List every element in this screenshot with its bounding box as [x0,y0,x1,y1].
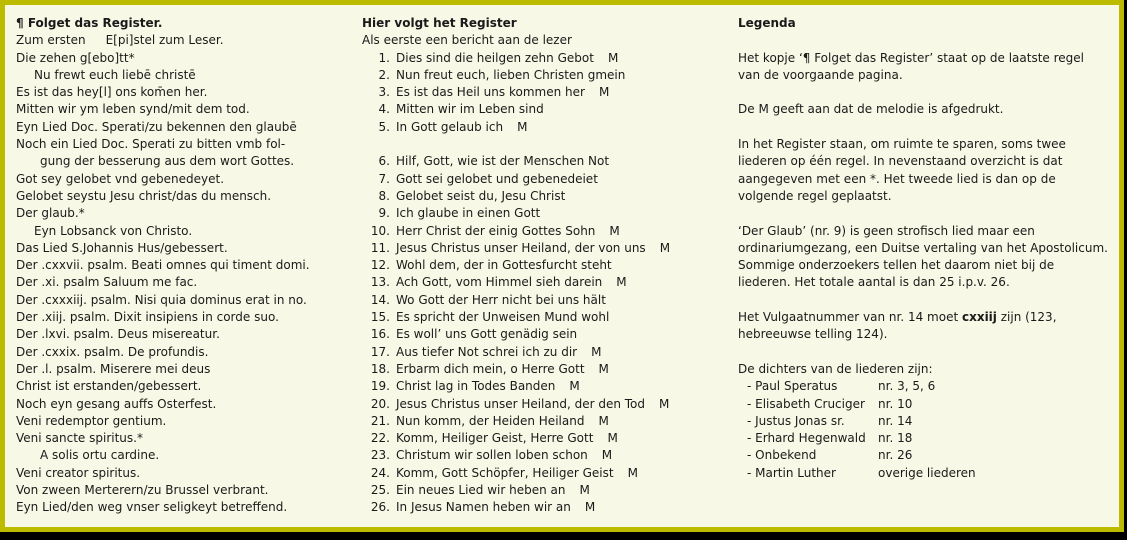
poet-name: - Erhard Hegenwald [747,431,866,446]
poet-songs: nr. 18 [878,431,913,446]
poet-row [738,378,1108,395]
song-title: Es woll’ uns Gott genädig sein [396,327,578,342]
song-number: 8. [378,188,390,203]
song-title: Gelobet seist du, Jesu Christ [396,188,566,203]
song-number: 4. [378,102,390,117]
song-list-item [362,84,670,101]
song-list-item [362,101,670,118]
melody-marker: M [607,50,619,65]
original-line: Veni creator spiritus. [16,465,141,480]
poet-row [738,396,1108,413]
poet-name: - Elisabeth Cruciger [747,396,865,411]
song-title: Ach Gott, vom Himmel sieh darein [396,275,603,290]
legend-paragraph-asterisk-note: In het Register staan, om ruimte te sparen, soms twee liederen op één regel. In nevenstaand overzicht is dat aangegeven met een *. Het tweede lied is dan op de volgende regel geplaatst. [738,137,1066,203]
original-line: Mitten wir ym leben synd/mit dem tod. [16,102,250,117]
song-title: Komm, Heiliger Geist, Herre Gott [396,431,594,446]
song-number: 10. [370,223,390,238]
song-number: 26. [370,500,390,515]
poet-name: - Paul Speratus [747,379,838,394]
original-line: Der .l. psalm. Miserere mei deus [16,361,211,376]
list-spacer [362,136,670,153]
song-title: Herr Christ der einig Gottes Sohn [396,223,596,238]
original-line: Der .xi. psalm Saluum me fac. [16,275,198,290]
original-line: Der glaub.* [16,206,85,221]
original-register-column [16,15,310,517]
original-line: Von zween Merterern/zu Brussel verbrant. [16,483,269,498]
legend-column [738,15,1108,482]
legend-paragraph-heading-note: Het kopje ‘¶ Folget das Register’ staat op de laatste regel van de voorgaande pagina. [738,50,1085,82]
original-line: Gelobet seystu Jesu christ/das du mensch. [16,188,272,203]
original-line: Nu frewt euch liebē christē [34,67,196,82]
poet-row [738,413,1108,430]
original-line: Das Lied S.Johannis Hus/gebessert. [16,240,228,255]
song-list-item [362,465,670,482]
song-list-item [362,67,670,84]
song-title: Jesus Christus unser Heiland, der von uns [396,240,646,255]
legend-title: Legenda [738,16,796,30]
song-list-item [362,396,670,413]
original-line: Veni sancte spiritus.* [16,431,143,446]
melody-marker: M [607,431,618,446]
song-title: Nun freut euch, lieben Christen gmein [396,67,626,82]
song-number: 5. [378,119,390,134]
song-list-item [362,482,670,499]
song-title: Mitten wir im Leben sind [396,102,544,117]
song-number: 18. [370,361,390,376]
song-number: 7. [378,171,390,186]
original-line: Der .xiij. psalm. Dixit insipiens in corde suo. [16,310,279,325]
song-number: 14. [370,292,390,307]
poet-songs: nr. 26 [878,448,913,463]
melody-marker: M [616,275,627,290]
original-line: Veni redemptor gentium. [16,413,167,428]
song-title: Ich glaube in einen Gott [396,206,541,221]
song-title: In Jesus Namen heben wir an [396,500,571,515]
song-list-item [362,257,670,274]
song-list-item [362,171,670,188]
song-title: Nun komm, der Heiden Heiland [396,413,585,428]
legend-paragraph-vulgate-note: Het Vulgaatnummer van nr. 14 moet cxxiij zijn (123, hebreeuwse telling 124). [738,310,1057,342]
legend-paragraph-der-glaub-note: ‘Der Glaub’ (nr. 9) is geen strofisch lied maar een ordinariumgezang, een Duitse vertaling van het Apostolicum. Sommige onderzoekers tellen het daarom niet bij de liederen. Het totale aantal is dan 25 i.p.v. 26. [738,223,1108,290]
poet-name: - Justus Jonas sr. [747,413,845,428]
song-title: Wohl dem, der in Gottesfurcht steht [396,258,612,273]
song-title: Wo Gott der Herr nicht bei uns hält [396,292,606,307]
original-line: Got sey gelobet vnd gebenedeyet. [16,171,225,186]
song-number: 24. [370,465,390,480]
melody-marker: M [569,379,580,394]
song-number: 1. [378,50,390,65]
song-list-item [362,499,670,516]
poets-list [738,378,1108,482]
song-title: In Gott gelaub ich [396,119,504,134]
original-line: Eyn Lobsanck von Christo. [34,223,193,238]
song-number: 11. [370,240,390,255]
poet-songs: nr. 14 [878,413,913,428]
song-list-item [362,292,670,309]
song-list-item [362,309,670,326]
song-number: 12. [370,258,390,273]
song-title: Es spricht der Unweisen Mund wohl [396,310,610,325]
original-line: A solis ortu cardine. [40,448,160,463]
song-number: 25. [370,483,390,498]
original-line: Es ist das hey[l] ons kom̄en her. [16,85,208,100]
song-list-item [362,447,670,464]
song-title: Dies sind die heilgen zehn Gebot [396,50,594,65]
translation-list [362,50,670,517]
song-number: 9. [378,206,390,221]
poets-intro: De dichters van de liederen zijn: [738,361,933,376]
poet-row [738,447,1108,464]
song-number: 16. [370,327,390,342]
melody-marker: M [609,223,620,238]
song-list-item [362,119,670,136]
translated-register-column [362,15,670,517]
original-line: Eyn Lied/den weg vnser seligkeyt betreffend. [16,500,288,515]
song-list-item [362,274,670,291]
song-number: 23. [370,448,390,463]
song-title: Jesus Christus unser Heiland, der den Tod [396,396,646,411]
poet-songs: nr. 10 [878,396,913,411]
song-title: Christum wir sollen loben schon [396,448,588,463]
song-list-item [362,326,670,343]
melody-marker: M [659,240,671,255]
translation-title: Hier volgt het Register [362,16,517,30]
song-list-item [362,50,670,67]
song-number: 2. [378,67,390,82]
song-list-item [362,153,670,170]
melody-marker: M [584,500,596,515]
original-first-line: Zum ersten E[pi]stel zum Leser. [16,33,224,48]
song-title: Christ lag in Todes Banden [396,379,556,394]
song-number: 3. [378,85,390,100]
song-list-item [362,413,670,430]
original-line: Noch eyn gesang auffs Osterfest. [16,396,217,411]
melody-marker: M [627,465,638,480]
song-number: 21. [370,413,390,428]
song-number: 13. [370,275,390,290]
poet-row [738,465,1108,482]
poet-name: - Onbekend [747,448,817,463]
song-title: Erbarm dich mein, o Herre Gott [396,361,585,376]
song-list-item [362,240,670,257]
melody-marker: M [598,85,610,100]
poet-row [738,430,1108,447]
song-title: Komm, Gott Schöpfer, Heiliger Geist [396,465,614,480]
poet-songs: nr. 3, 5, 6 [878,379,936,394]
song-number: 15. [370,310,390,325]
song-title: Gott sei gelobet und gebenedeiet [396,171,598,186]
original-lines [16,50,310,517]
song-title: Es ist das Heil uns kommen her [396,85,585,100]
song-title: Hilf, Gott, wie ist der Menschen Not [396,154,610,169]
melody-marker: M [591,344,602,359]
legend-paragraph-melody-note: De M geeft aan dat de melodie is afgedrukt. [738,102,1004,117]
original-line: Der .lxvi. psalm. Deus misereatur. [16,327,220,342]
song-list-item [362,361,670,378]
song-number: 20. [370,396,390,411]
original-line: gung der besserung aus dem wort Gottes. [40,154,295,169]
song-number: 22. [370,431,390,446]
original-line: Der .cxxix. psalm. De profundis. [16,344,209,359]
original-line: Der .cxxxiij. psalm. Nisi quia dominus erat in no. [16,292,307,307]
original-title: ¶ Folget das Register. [16,16,163,30]
original-line: Die zehen g[ebo]tt* [16,50,135,65]
melody-marker: M [659,396,670,411]
original-line: Der .cxxvii. psalm. Beati omnes qui timent domi. [16,258,310,273]
original-line: Noch ein Lied Doc. Sperati zu bitten vmb fol- [16,137,286,152]
melody-marker: M [517,119,528,134]
song-list-item [362,223,670,240]
melody-marker: M [601,448,613,463]
melody-marker: M [598,361,609,376]
melody-marker: M [579,483,590,498]
original-line: Eyn Lied Doc. Sperati/zu bekennen den glaubē [16,119,297,134]
poet-songs: overige liederen [878,465,976,480]
translation-intro: Als eerste een bericht aan de lezer [362,33,572,48]
song-title: Aus tiefer Not schrei ich zu dir [396,344,578,359]
poet-name: - Martin Luther [747,465,836,480]
song-title: Ein neues Lied wir heben an [396,483,566,498]
song-list-item [362,188,670,205]
song-list-item [362,344,670,361]
song-number: 19. [370,379,390,394]
song-number: 17. [370,344,390,359]
song-list-item [362,205,670,222]
song-number: 6. [378,154,390,169]
original-line: Christ ist erstanden/gebessert. [16,379,202,394]
melody-marker: M [598,413,609,428]
song-list-item [362,378,670,395]
song-list-item [362,430,670,447]
